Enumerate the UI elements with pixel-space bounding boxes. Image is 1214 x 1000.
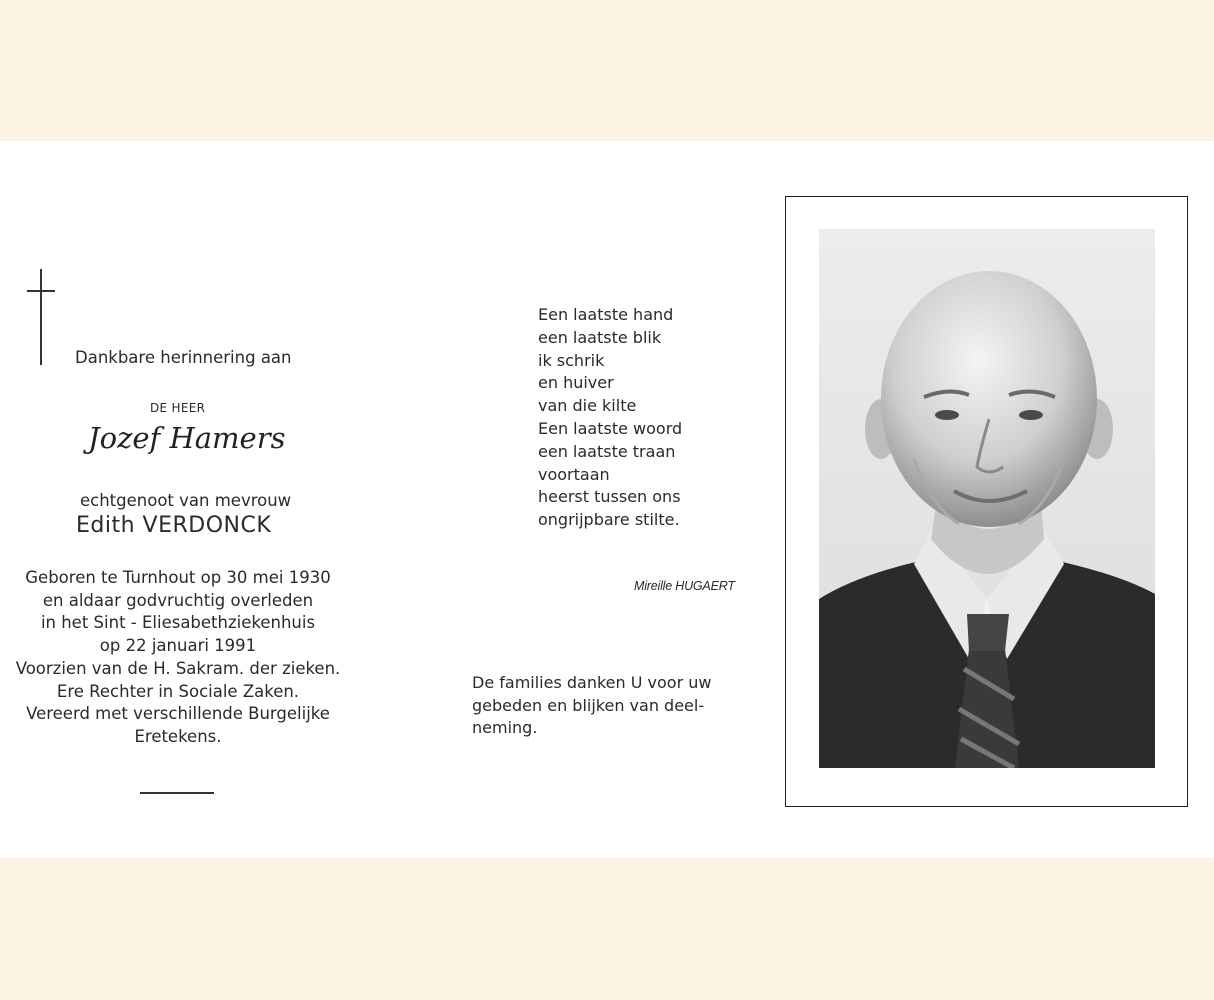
thanks-line: gebeden en blijken van deel- xyxy=(472,695,705,715)
photo-frame xyxy=(785,196,1188,807)
bio-line: Eretekens. xyxy=(134,726,222,746)
poem-line: ik schrik xyxy=(538,350,605,370)
cross-icon-bar xyxy=(27,290,55,292)
poem-line: van die kilte xyxy=(538,396,637,416)
portrait-illustration xyxy=(819,229,1155,768)
intro-text: Dankbare herinnering aan xyxy=(75,348,292,367)
biography xyxy=(0,567,356,749)
poem-line: Een laatste hand xyxy=(538,305,674,324)
cross-icon xyxy=(40,269,42,365)
bio-line: in het Sint - Eliesabethziekenhuis xyxy=(40,613,316,633)
bio-line: en aldaar godvruchtig overleden xyxy=(42,590,314,610)
divider xyxy=(140,792,214,794)
poem-line: Een laatste woord xyxy=(538,418,683,438)
spouse-name: Edith VERDONCK xyxy=(76,513,272,538)
bio-line: op 22 januari 1991 xyxy=(99,636,257,656)
spouse-intro: echtgenoot van mevrouw xyxy=(80,491,292,510)
poem-line: een laatste traan xyxy=(538,441,676,461)
bio-line: Vereerd met verschillende Burgelijke xyxy=(26,704,330,724)
thanks-line: De families danken U voor uw xyxy=(472,673,712,692)
portrait-photo xyxy=(819,229,1155,768)
bio-line: Geboren te Turnhout op 30 mei 1930 xyxy=(25,568,331,587)
family-thanks xyxy=(472,672,711,740)
bio-line: Ere Rechter in Sociale Zaken. xyxy=(56,681,300,701)
bio-line: Voorzien van de H. Sakram. der zieken. xyxy=(15,658,341,678)
honorific: DE HEER xyxy=(150,401,206,415)
deceased-name: Jozef Hamers xyxy=(88,421,286,455)
poem-line: en huiver xyxy=(538,373,614,393)
thanks-line: neming. xyxy=(472,718,538,737)
poem-line: een laatste blik xyxy=(538,327,662,347)
poem-line: ongrijpbare stilte. xyxy=(538,510,680,530)
poem-author: Mireille HUGAERT xyxy=(634,579,735,593)
poem xyxy=(538,304,682,532)
poem-line: heerst tussen ons xyxy=(538,487,681,507)
poem-line: voortaan xyxy=(538,464,610,484)
memorial-card xyxy=(0,141,1214,858)
